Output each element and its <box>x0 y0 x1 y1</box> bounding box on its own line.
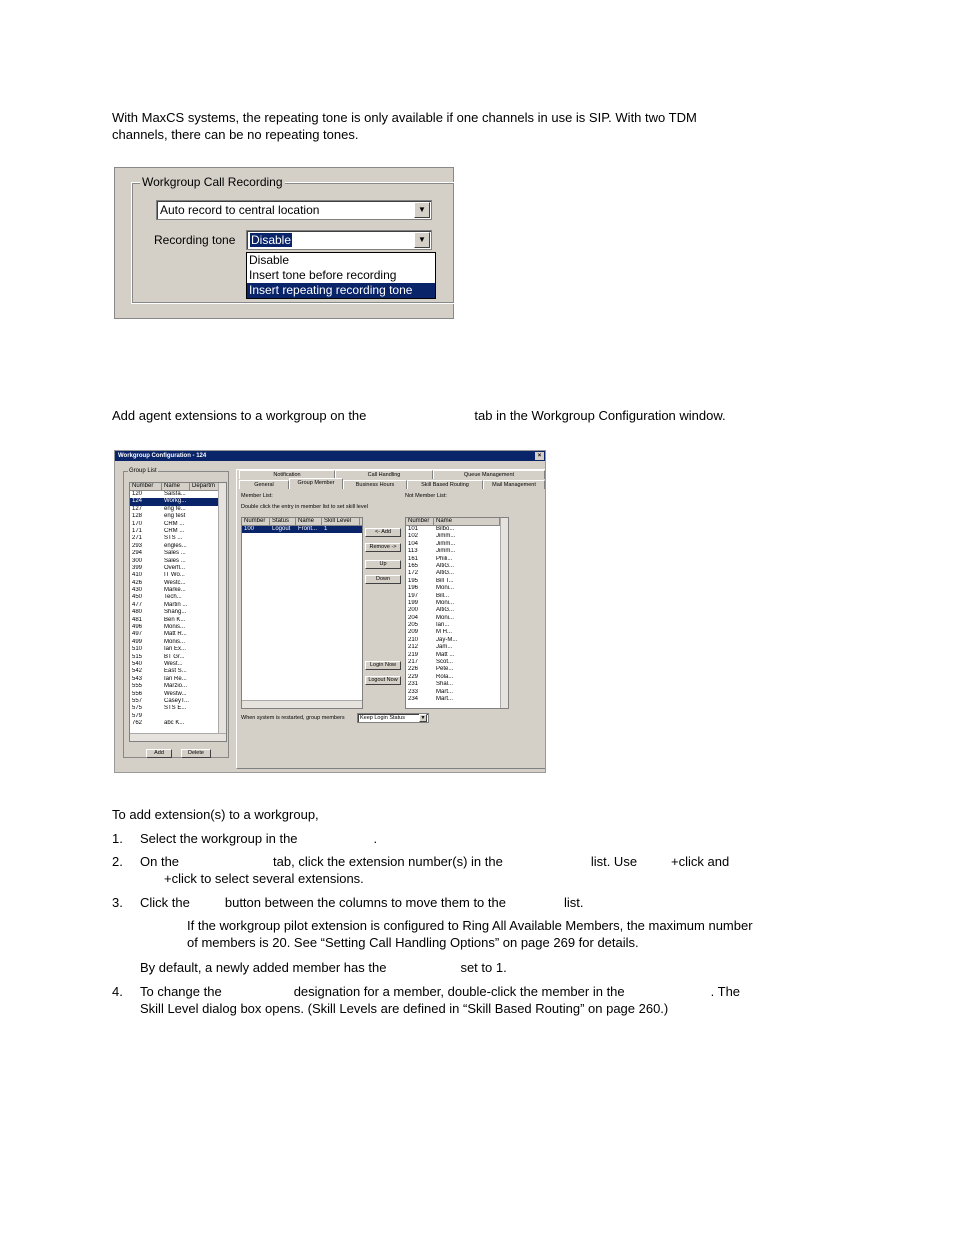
table-cell: Jimm... <box>436 548 456 555</box>
table-row[interactable] <box>130 565 226 572</box>
table-row[interactable] <box>130 543 226 550</box>
step-text: To change the <box>140 984 222 999</box>
table-cell: AltiG... <box>436 570 455 577</box>
table-cell <box>162 713 190 720</box>
not-member-list[interactable] <box>405 517 509 709</box>
table-cell: Moni... <box>436 585 455 592</box>
step-number: 1. <box>112 831 123 846</box>
table-cell: 161 <box>408 555 419 562</box>
table-row[interactable] <box>130 550 226 557</box>
table-row[interactable] <box>406 570 508 577</box>
table-row[interactable] <box>130 713 226 720</box>
table-row[interactable] <box>130 572 226 579</box>
intro-paragraph-line2: channels, there can be no repeating tones. <box>112 127 359 142</box>
step-text: Click the <box>140 895 190 910</box>
table-cell: Rola... <box>436 673 454 680</box>
tab-notification[interactable]: Notification <box>239 470 335 479</box>
table-cell: Monis... <box>164 624 186 631</box>
table-row[interactable] <box>130 491 226 498</box>
table-cell: Marke... <box>164 587 186 594</box>
table-cell: 229 <box>408 673 419 680</box>
table-cell: Front... <box>298 526 318 532</box>
table-cell: 120 <box>132 491 143 497</box>
table-cell: Logout <box>272 526 291 532</box>
tone-option-disable[interactable]: Disable <box>249 253 290 267</box>
table-cell: West... <box>164 660 183 667</box>
default-skill-paragraph <box>140 959 507 976</box>
table-row[interactable] <box>130 587 226 594</box>
table-cell: eng fe... <box>164 505 186 512</box>
login-now-button[interactable]: Login Now <box>365 661 401 670</box>
table-cell: Bilbo... <box>436 526 455 532</box>
step-text: list. <box>563 895 584 910</box>
call-recording-group-title: Workgroup Call Recording <box>142 175 283 189</box>
table-row[interactable] <box>130 528 226 535</box>
table-cell: Sales ... <box>164 557 186 564</box>
table-cell: STS ... <box>164 535 183 542</box>
recording-tone-value: Disable <box>251 233 292 247</box>
table-cell: Bill T... <box>436 577 454 584</box>
table-cell: Shal... <box>436 681 454 688</box>
add-agents-text-b: tab in the Workgroup Configuration window. <box>474 408 726 423</box>
table-cell: Phili... <box>436 555 453 562</box>
intro-paragraph-line1: With MaxCS systems, the repeating tone is only available if one channels in use is SIP. With two TDM <box>112 110 697 125</box>
add-agents-paragraph <box>112 407 726 424</box>
table-row[interactable] <box>406 637 508 644</box>
col-department[interactable]: Departm <box>190 483 226 490</box>
recording-mode-select[interactable] <box>156 200 432 220</box>
step-text: list. Use <box>590 854 638 869</box>
table-cell: Westw... <box>164 690 187 697</box>
table-cell: Pete... <box>436 666 454 673</box>
table-cell: 477 <box>132 601 143 608</box>
table-cell: STS E... <box>164 705 187 712</box>
table-cell: 219 <box>408 651 419 658</box>
group-list-label: Group List <box>129 468 157 474</box>
table-cell: 172 <box>408 570 419 577</box>
chevron-down-icon[interactable]: ▼ <box>420 715 426 721</box>
table-cell: Ian... <box>436 622 450 629</box>
table-cell: Sales ... <box>164 550 186 557</box>
table-cell: 217 <box>408 659 419 666</box>
member-list-hscrollbar[interactable] <box>242 700 362 708</box>
tab-skill-based-routing[interactable]: Skill Based Routing <box>407 480 483 489</box>
table-cell: 496 <box>132 624 143 631</box>
tab-general[interactable]: General <box>239 480 289 489</box>
recording-tone-dropdown <box>246 252 436 299</box>
table-row[interactable] <box>130 624 226 631</box>
table-cell: Mart... <box>436 695 454 702</box>
table-cell: eng test <box>164 513 186 520</box>
table-cell: 1 <box>324 526 328 532</box>
table-cell: engles... <box>164 542 187 549</box>
table-cell: 234 <box>408 695 419 702</box>
recording-tone-label: Recording tone <box>154 233 236 247</box>
table-row[interactable] <box>130 691 226 698</box>
table-row[interactable] <box>130 683 226 690</box>
table-cell: 399 <box>132 564 143 571</box>
add-group-button[interactable]: Add <box>146 749 172 758</box>
chevron-down-icon[interactable]: ▼ <box>414 202 430 218</box>
tab-mail-management[interactable]: Mail Management <box>483 480 545 489</box>
table-row[interactable] <box>406 666 508 673</box>
table-cell: East S... <box>164 668 187 675</box>
table-cell: Marzio... <box>164 683 188 690</box>
tab-queue-management[interactable]: Queue Management <box>433 470 545 479</box>
table-cell: 170 <box>132 520 143 527</box>
table-cell: 104 <box>408 540 419 547</box>
table-row[interactable] <box>130 654 226 661</box>
table-cell: 212 <box>408 644 419 651</box>
step-text: +click to select several extensions. <box>164 871 364 886</box>
table-cell: IT Wo... <box>164 572 185 579</box>
table-row[interactable] <box>130 498 226 505</box>
table-row[interactable] <box>130 639 226 646</box>
table-row[interactable] <box>406 593 508 600</box>
remove-member-button[interactable]: Remove -> <box>365 543 401 552</box>
table-cell: 497 <box>132 631 143 638</box>
table-cell: Matt R... <box>164 631 187 638</box>
table-cell: Shang... <box>164 609 187 616</box>
table-cell: 579 <box>132 712 143 719</box>
table-cell: CRM ... <box>164 520 185 527</box>
recording-tone-select[interactable] <box>246 230 432 250</box>
table-row[interactable] <box>406 659 508 666</box>
table-row[interactable] <box>406 615 508 622</box>
table-cell: Ian Re... <box>164 675 187 682</box>
table-cell: 450 <box>132 594 143 601</box>
table-row[interactable] <box>130 698 226 705</box>
step-text: +click and <box>671 854 730 869</box>
col-number[interactable]: Number <box>406 518 434 525</box>
step-text: designation for a member, double-click the member in the <box>293 984 625 999</box>
step-text: Skill Level dialog box opens. (Skill Levels are defined in “Skill Based Routing” on page 260.) <box>140 1001 669 1016</box>
col-name[interactable]: Name <box>434 518 500 525</box>
table-cell: 430 <box>132 587 143 594</box>
table-cell: 543 <box>132 675 143 682</box>
table-row[interactable] <box>130 617 226 624</box>
note-line1: If the workgroup pilot extension is configured to Ring All Available Members, the maximum number <box>187 918 753 933</box>
table-cell: Ian Ex... <box>164 646 187 653</box>
restart-label: When system is restarted, group members <box>241 715 345 721</box>
table-cell: 557 <box>132 697 143 704</box>
table-row[interactable] <box>130 535 226 542</box>
table-cell: 510 <box>132 646 143 653</box>
table-cell: Monis... <box>164 638 186 645</box>
table-row[interactable] <box>406 696 508 703</box>
table-cell: 165 <box>408 562 419 569</box>
table-cell: Tech... <box>164 594 182 601</box>
table-row[interactable] <box>130 602 226 609</box>
table-row[interactable] <box>130 720 226 727</box>
table-row[interactable] <box>406 674 508 681</box>
tabs-panel <box>236 469 546 769</box>
table-cell: 195 <box>408 577 419 584</box>
member-list-header <box>242 518 362 526</box>
table-cell: 481 <box>132 616 143 623</box>
group-list[interactable] <box>129 482 227 742</box>
table-row[interactable] <box>406 578 508 585</box>
table-cell: 205 <box>408 622 419 629</box>
chevron-down-icon[interactable]: ▼ <box>414 232 430 248</box>
table-cell: 128 <box>132 513 143 520</box>
step-text: button between the columns to move them to the <box>224 895 506 910</box>
table-cell: 204 <box>408 614 419 621</box>
table-row[interactable] <box>130 521 226 528</box>
table-row[interactable] <box>406 526 508 533</box>
note-line2: of members is 20. See “Setting Call Handling Options” on page 269 for details. <box>187 935 639 950</box>
table-cell: 200 <box>408 607 419 614</box>
group-list-header <box>130 483 226 491</box>
table-row[interactable] <box>130 705 226 712</box>
table-cell: 210 <box>408 636 419 643</box>
table-row[interactable] <box>406 689 508 696</box>
logout-now-button[interactable]: Logout Now <box>365 676 401 685</box>
table-cell: Ben K... <box>164 616 186 623</box>
table-cell: 113 <box>408 548 418 555</box>
table-cell: 102 <box>408 533 419 540</box>
member-list-label: Member List: <box>241 493 273 499</box>
add-agents-text-a: Add agent extensions to a workgroup on the <box>112 408 367 423</box>
table-row[interactable] <box>406 652 508 659</box>
group-list-hscrollbar[interactable] <box>130 733 226 741</box>
table-row[interactable] <box>406 600 508 607</box>
table-row[interactable] <box>406 533 508 540</box>
table-cell: CaseyT... <box>164 697 190 704</box>
recording-mode-value: Auto record to central location <box>160 203 320 217</box>
table-cell: 575 <box>132 705 143 712</box>
col-status[interactable]: Status <box>270 518 296 525</box>
default-text-a: By default, a newly added member has the <box>140 960 387 975</box>
table-cell: 480 <box>132 609 143 616</box>
default-text-b: set to 1. <box>460 960 507 975</box>
step-text: tab, click the extension number(s) in the <box>273 854 503 869</box>
table-cell: AltiG... <box>436 562 455 569</box>
table-cell: 101 <box>408 526 419 532</box>
not-member-list-header <box>406 518 508 526</box>
table-cell: Jam... <box>436 644 453 651</box>
table-cell: Moni... <box>436 614 455 621</box>
table-cell: 171 <box>132 527 143 534</box>
table-cell: 542 <box>132 668 143 675</box>
table-cell: 124 <box>132 498 143 505</box>
group-list-scrollbar[interactable] <box>218 483 226 741</box>
table-row[interactable] <box>130 513 226 520</box>
restart-value: Keep Login Status <box>360 715 405 721</box>
table-cell: 293 <box>132 542 143 549</box>
table-row[interactable] <box>130 668 226 675</box>
not-member-list-scrollbar[interactable] <box>500 518 508 708</box>
table-cell: 499 <box>132 638 143 645</box>
workgroup-config-screenshot <box>114 450 546 773</box>
table-cell: Bill... <box>436 592 450 599</box>
table-cell: Salsfa... <box>164 491 186 497</box>
window-titlebar <box>115 451 545 461</box>
table-cell: 555 <box>132 683 143 690</box>
table-row[interactable] <box>242 526 362 533</box>
table-row[interactable] <box>406 681 508 688</box>
table-row[interactable] <box>406 556 508 563</box>
table-cell: 233 <box>408 688 419 695</box>
step-text: . The <box>710 984 741 999</box>
table-cell: 199 <box>408 599 419 606</box>
table-row[interactable] <box>406 622 508 629</box>
table-cell: 226 <box>408 666 419 673</box>
table-row[interactable] <box>130 580 226 587</box>
table-cell: AltiG... <box>436 607 455 614</box>
table-cell: BT Gr... <box>164 653 185 660</box>
table-row[interactable] <box>406 563 508 570</box>
table-cell: 762 <box>132 720 143 727</box>
step-number: 3. <box>112 895 123 910</box>
table-cell: 197 <box>408 592 419 599</box>
table-cell: Martin ... <box>164 601 188 608</box>
step-text: . <box>373 831 378 846</box>
table-cell: 196 <box>408 585 419 592</box>
col-number[interactable]: Number <box>242 518 270 525</box>
move-up-button[interactable]: Up <box>365 560 401 569</box>
table-cell: CRM ... <box>164 527 185 534</box>
col-name[interactable]: Name <box>162 483 190 490</box>
tone-option-repeating[interactable]: Insert repeating recording tone <box>247 283 435 298</box>
table-cell: 231 <box>408 681 419 688</box>
table-cell: 410 <box>132 572 143 579</box>
table-cell: Westc... <box>164 579 186 586</box>
table-cell: 271 <box>132 535 143 542</box>
add-member-button[interactable]: <- Add <box>365 528 401 537</box>
table-row[interactable] <box>406 629 508 636</box>
col-skill-level[interactable]: Skill Level <box>322 518 360 525</box>
close-icon[interactable]: × <box>535 452 544 460</box>
table-row[interactable] <box>130 609 226 616</box>
table-cell: Mart... <box>436 688 454 695</box>
window-title: Workgroup Configuration - 124 <box>118 453 207 459</box>
step-number: 4. <box>112 984 123 999</box>
table-row[interactable] <box>406 585 508 592</box>
step-text: Select the workgroup in the <box>140 831 298 846</box>
table-cell: 426 <box>132 579 143 586</box>
move-down-button[interactable]: Down <box>365 575 401 584</box>
table-cell: Workg... <box>164 498 187 505</box>
table-cell: 127 <box>132 505 143 512</box>
tab-call-handling[interactable]: Call Handling <box>335 470 433 479</box>
tab-group-member[interactable]: Group Member <box>289 478 343 489</box>
table-cell: Overfl... <box>164 564 186 571</box>
table-row[interactable] <box>130 646 226 653</box>
table-cell: 300 <box>132 557 143 564</box>
table-cell: 294 <box>132 550 143 557</box>
table-row[interactable] <box>406 548 508 555</box>
step-number: 2. <box>112 854 123 869</box>
table-cell: abc K... <box>164 720 185 727</box>
member-list[interactable] <box>241 517 363 709</box>
step-text: On the <box>140 854 180 869</box>
table-row[interactable] <box>406 644 508 651</box>
restart-select[interactable] <box>357 713 429 723</box>
table-row[interactable] <box>130 594 226 601</box>
table-cell: 100 <box>244 526 255 532</box>
col-number[interactable]: Number <box>130 483 162 490</box>
table-row[interactable] <box>130 506 226 513</box>
col-name[interactable]: Name <box>296 518 322 525</box>
table-row[interactable] <box>406 541 508 548</box>
table-cell: M H... <box>436 629 452 636</box>
table-row[interactable] <box>130 661 226 668</box>
table-row[interactable] <box>130 676 226 683</box>
table-row[interactable] <box>130 558 226 565</box>
table-cell: 556 <box>132 690 143 697</box>
not-member-list-label: Not Member List: <box>405 493 447 499</box>
table-cell: 515 <box>132 653 143 660</box>
table-cell: Matt ... <box>436 651 455 658</box>
table-row[interactable] <box>130 631 226 638</box>
delete-group-button[interactable]: Delete <box>181 749 211 758</box>
tab-business-hours[interactable]: Business Hours <box>343 480 407 489</box>
table-cell: Scot... <box>436 659 454 666</box>
table-cell: 209 <box>408 629 419 636</box>
table-cell: Jay-M... <box>436 636 458 643</box>
table-row[interactable] <box>406 607 508 614</box>
table-cell: Jimm... <box>436 533 456 540</box>
tone-option-before[interactable]: Insert tone before recording <box>249 268 397 282</box>
table-cell: Jimm... <box>436 540 456 547</box>
member-list-hint: Double click the entry in member list to set skill level <box>241 504 368 510</box>
table-cell: 540 <box>132 660 143 667</box>
table-cell: Moni... <box>436 599 455 606</box>
call-recording-screenshot <box>114 167 454 319</box>
steps-intro: To add extension(s) to a workgroup, <box>112 807 319 822</box>
